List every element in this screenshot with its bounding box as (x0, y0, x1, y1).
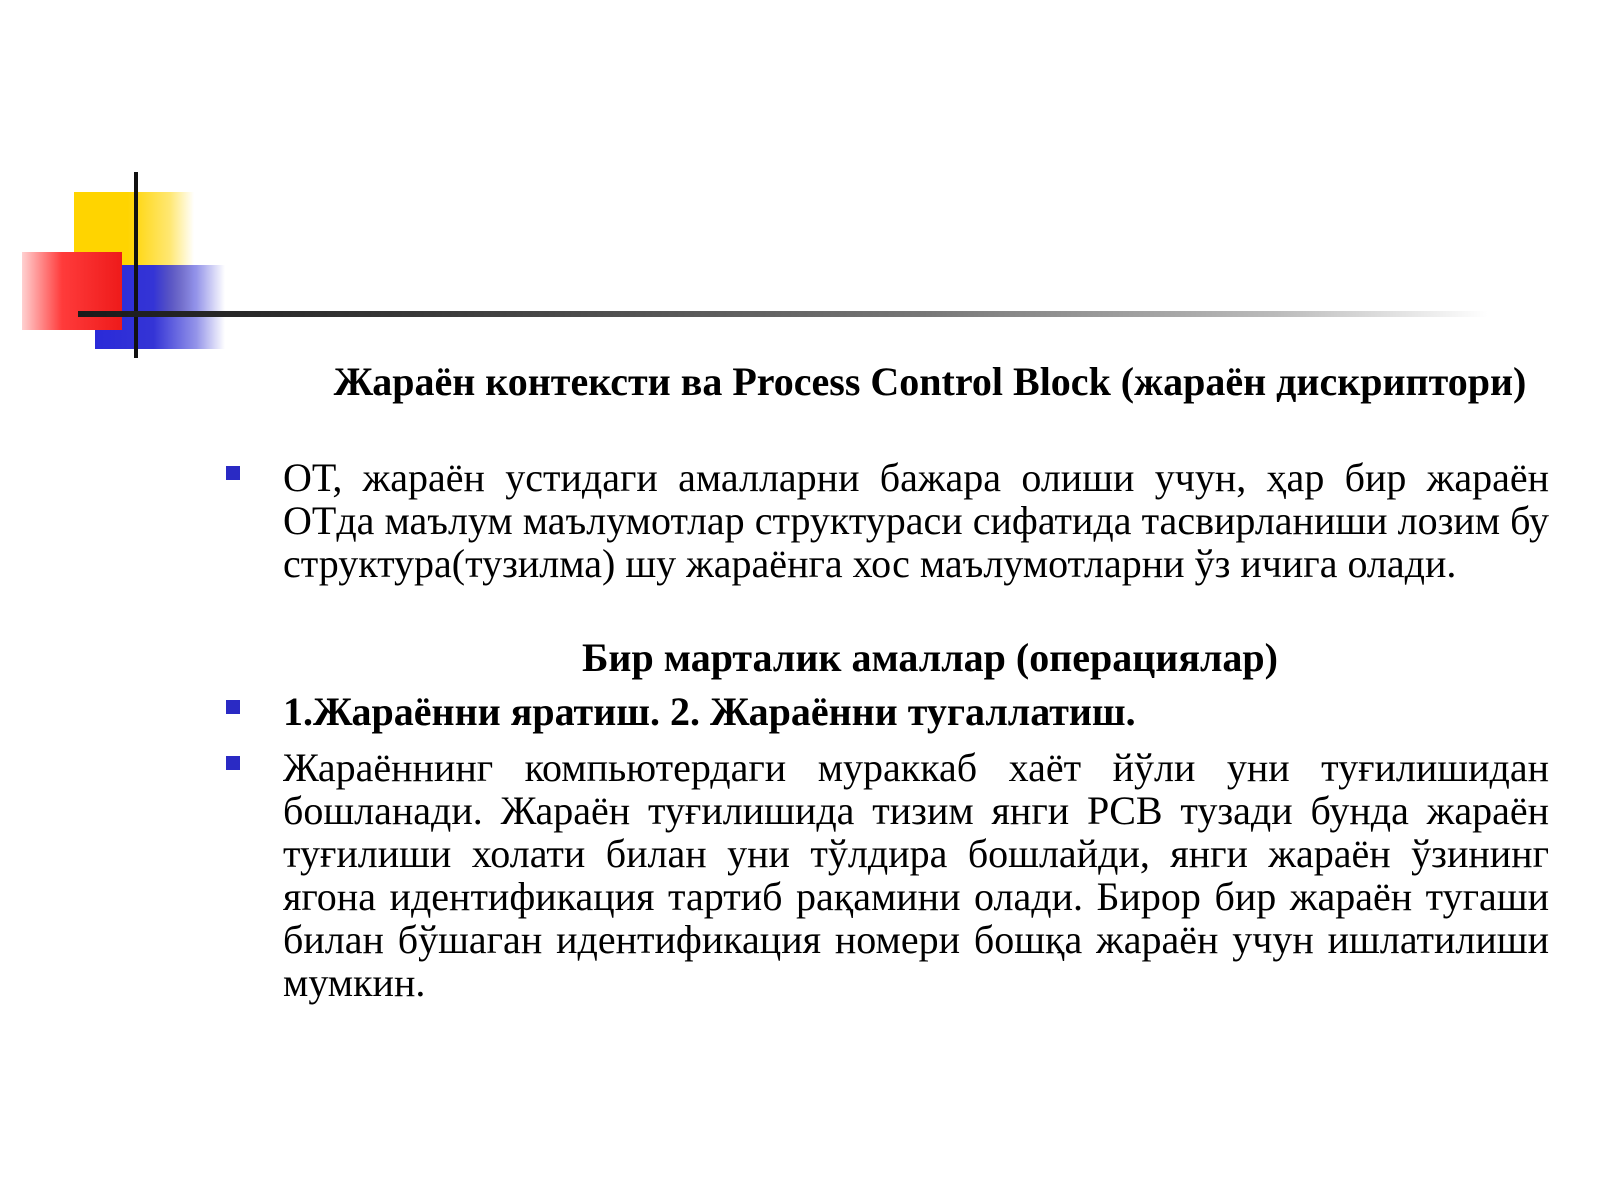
square-bullet-icon (226, 700, 240, 714)
slide-heading-operations: Бир марталик амаллар (операциялар) (581, 635, 1278, 680)
square-bullet-icon (226, 466, 240, 480)
decor-horizontal-rule (78, 311, 1488, 317)
decor-vertical-line (134, 172, 138, 358)
square-bullet-icon (226, 756, 240, 770)
bullet-text-pcb: ОТ, жараён устидаги амалларни бажара олиши учун, ҳар бир жараён ОТда маълум маълумотлар структураси сифатида тасвирланиши лозим бу структура(тузилма) шу жараёнга хос маълумотларни ўз ичига олади. (283, 455, 1549, 586)
bullet-text-operations: 1.Жараённи яратиш. 2. Жараённи тугаллатиш. (283, 689, 1136, 734)
slide-heading-pcb: Жараён контексти ва Process Control Block (жараён дискриптори) (333, 359, 1527, 404)
decor-red-square (22, 252, 122, 330)
bullet-text-lifecycle: Жараённинг компьютердаги мураккаб хаёт йўли уни туғилишидан бошланади. Жараён туғилишида тизим янги PCB тузади бунда жараён туғилиши холати билан уни тўлдира бошлайди, янги жараён ўзининг ягона идентификация тартиб рақамини олади. Бирор бир жараён тугаши билан бўшаган идентификация номери бошқа жараён учун ишлатилиши мумкин. (283, 745, 1549, 1005)
